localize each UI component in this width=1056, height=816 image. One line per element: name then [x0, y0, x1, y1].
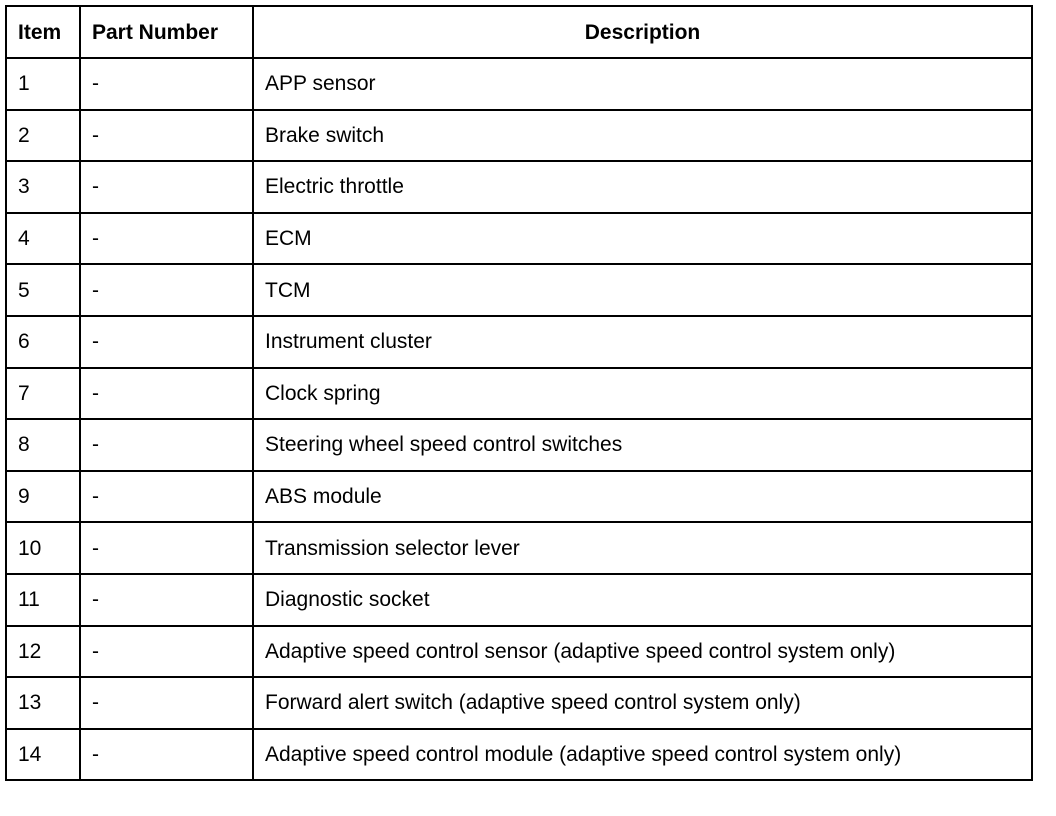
- cell-description: ECM: [253, 213, 1032, 265]
- cell-description: Diagnostic socket: [253, 574, 1032, 626]
- cell-item: 3: [6, 161, 80, 213]
- cell-description: TCM: [253, 264, 1032, 316]
- cell-item: 4: [6, 213, 80, 265]
- cell-item: 9: [6, 471, 80, 523]
- cell-description: Electric throttle: [253, 161, 1032, 213]
- cell-part-number: -: [80, 316, 253, 368]
- parts-table: [5, 5, 1033, 781]
- cell-description: Clock spring: [253, 368, 1032, 420]
- cell-item: 6: [6, 316, 80, 368]
- table-row: [6, 471, 1032, 523]
- cell-description: APP sensor: [253, 58, 1032, 110]
- cell-part-number: -: [80, 626, 253, 678]
- cell-part-number: -: [80, 471, 253, 523]
- cell-item: 8: [6, 419, 80, 471]
- table-row: [6, 213, 1032, 265]
- cell-description: Brake switch: [253, 110, 1032, 162]
- cell-part-number: -: [80, 110, 253, 162]
- cell-part-number: -: [80, 368, 253, 420]
- cell-part-number: -: [80, 574, 253, 626]
- cell-part-number: -: [80, 419, 253, 471]
- cell-description: Adaptive speed control module (adaptive speed control system only): [253, 729, 1032, 781]
- cell-part-number: -: [80, 677, 253, 729]
- cell-item: 12: [6, 626, 80, 678]
- cell-description: ABS module: [253, 471, 1032, 523]
- header-part-number: Part Number: [80, 6, 253, 58]
- table-header-row: [6, 6, 1032, 58]
- table-row: [6, 264, 1032, 316]
- cell-item: 11: [6, 574, 80, 626]
- header-item: Item: [6, 6, 80, 58]
- cell-description: Forward alert switch (adaptive speed control system only): [253, 677, 1032, 729]
- cell-item: 14: [6, 729, 80, 781]
- cell-item: 1: [6, 58, 80, 110]
- table-row: [6, 574, 1032, 626]
- cell-part-number: -: [80, 264, 253, 316]
- table-row: [6, 110, 1032, 162]
- cell-item: 7: [6, 368, 80, 420]
- cell-part-number: -: [80, 522, 253, 574]
- table-row: [6, 729, 1032, 781]
- table-row: [6, 522, 1032, 574]
- table-row: [6, 316, 1032, 368]
- cell-description: Steering wheel speed control switches: [253, 419, 1032, 471]
- header-description: Description: [253, 6, 1032, 58]
- table-row: [6, 161, 1032, 213]
- cell-item: 2: [6, 110, 80, 162]
- cell-part-number: -: [80, 161, 253, 213]
- table-row: [6, 626, 1032, 678]
- cell-description: Instrument cluster: [253, 316, 1032, 368]
- cell-item: 5: [6, 264, 80, 316]
- cell-part-number: -: [80, 213, 253, 265]
- table-row: [6, 368, 1032, 420]
- cell-item: 13: [6, 677, 80, 729]
- cell-item: 10: [6, 522, 80, 574]
- cell-part-number: -: [80, 58, 253, 110]
- table-row: [6, 419, 1032, 471]
- table-row: [6, 677, 1032, 729]
- cell-part-number: -: [80, 729, 253, 781]
- cell-description: Adaptive speed control sensor (adaptive speed control system only): [253, 626, 1032, 678]
- table-row: [6, 58, 1032, 110]
- cell-description: Transmission selector lever: [253, 522, 1032, 574]
